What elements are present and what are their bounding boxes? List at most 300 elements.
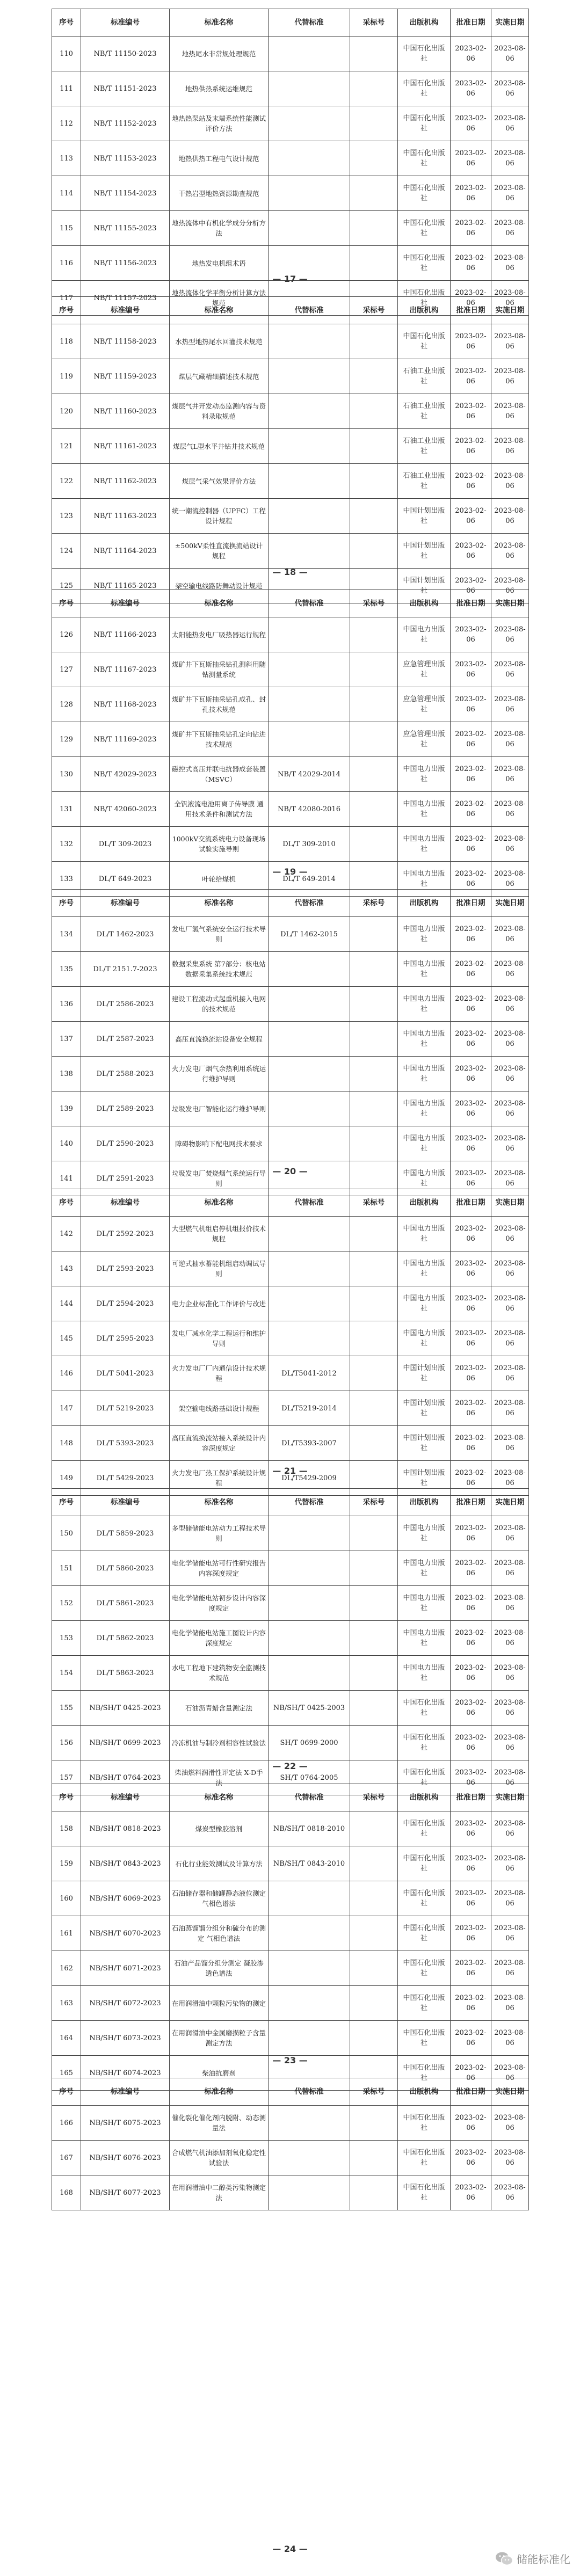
cell-replaces xyxy=(269,1091,350,1126)
cell-adopted xyxy=(350,359,398,394)
column-header: 采标号 xyxy=(350,1784,398,1811)
cell-approval-date: 2023-02-06 xyxy=(451,2021,491,2056)
cell-publisher: 中国电力出版社 xyxy=(398,1656,451,1691)
cell-approval-date: 2023-02-06 xyxy=(451,1057,491,1091)
cell-publisher: 应急管理出版社 xyxy=(398,722,451,757)
cell-replaces: DL/T5219-2014 xyxy=(269,1391,350,1426)
cell-adopted xyxy=(350,1951,398,1986)
cell-adopted xyxy=(350,722,398,757)
cell-publisher: 中国石化出版社 xyxy=(398,1811,451,1846)
table-row xyxy=(52,211,529,246)
table-row xyxy=(52,359,529,394)
cell-replaces xyxy=(269,1951,350,1986)
cell-replaces: DL/T5041-2012 xyxy=(269,1356,350,1391)
standards-table xyxy=(52,1488,529,1795)
cell-adopted xyxy=(350,464,398,499)
cell-impl-date: 2023-08-06 xyxy=(491,499,529,534)
cell-replaces: DL/T5429-2009 xyxy=(269,1461,350,1496)
cell-replaces: DL/T 1462-2015 xyxy=(269,917,350,952)
table-row xyxy=(52,324,529,359)
table-row xyxy=(52,2141,529,2175)
cell-publisher: 石油工业出版社 xyxy=(398,394,451,429)
column-header: 批准日期 xyxy=(451,1784,491,1811)
cell-approval-date: 2023-02-06 xyxy=(451,1916,491,1951)
cell-impl-date: 2023-08-06 xyxy=(491,1161,529,1196)
cell-publisher: 中国电力出版社 xyxy=(398,1057,451,1091)
cell-publisher: 中国石化出版社 xyxy=(398,1691,451,1726)
cell-impl-date: 2023-08-06 xyxy=(491,1881,529,1916)
cell-number: NB/T 11167-2023 xyxy=(81,652,170,687)
cell-seq: 111 xyxy=(52,71,81,106)
cell-seq: 129 xyxy=(52,722,81,757)
column-header: 标准名称 xyxy=(170,2078,269,2106)
table-row xyxy=(52,141,529,176)
cell-name: 发电厂减水化学工程运行和维护导则 xyxy=(170,1321,269,1356)
cell-seq: 119 xyxy=(52,359,81,394)
cell-impl-date: 2023-08-06 xyxy=(491,394,529,429)
column-header: 标准编号 xyxy=(81,1189,170,1217)
table-row xyxy=(52,1656,529,1691)
cell-seq: 131 xyxy=(52,792,81,827)
cell-number: NB/T 11168-2023 xyxy=(81,687,170,722)
watermark-label: 储能标准化 xyxy=(517,2553,570,2566)
cell-publisher: 中国电力出版社 xyxy=(398,1551,451,1586)
standards-table-section xyxy=(52,1189,528,1496)
cell-publisher: 中国石化出版社 xyxy=(398,1951,451,1986)
cell-seq: 156 xyxy=(52,1726,81,1760)
cell-impl-date: 2023-08-06 xyxy=(491,2175,529,2210)
cell-publisher: 中国计划出版社 xyxy=(398,1356,451,1391)
cell-name: 地热尾水非常规处理规范 xyxy=(170,37,269,71)
cell-impl-date: 2023-08-06 xyxy=(491,1760,529,1795)
cell-number: DL/T 2593-2023 xyxy=(81,1251,170,1286)
cell-replaces xyxy=(269,1057,350,1091)
column-header: 采标号 xyxy=(350,590,398,617)
cell-approval-date: 2023-02-06 xyxy=(451,917,491,952)
cell-name: 在用润滑油中颗粒污染物的测定 xyxy=(170,1986,269,2021)
cell-number: NB/SH/T 6070-2023 xyxy=(81,1916,170,1951)
cell-replaces: DL/T 309-2010 xyxy=(269,827,350,862)
cell-replaces xyxy=(269,2175,350,2210)
cell-adopted xyxy=(350,429,398,464)
cell-number: DL/T 2586-2023 xyxy=(81,987,170,1022)
cell-approval-date: 2023-02-06 xyxy=(451,1726,491,1760)
cell-approval-date: 2023-02-06 xyxy=(451,1286,491,1321)
cell-approval-date: 2023-02-06 xyxy=(451,2141,491,2175)
cell-publisher: 中国电力出版社 xyxy=(398,792,451,827)
standards-table xyxy=(52,1189,529,1496)
cell-adopted xyxy=(350,2106,398,2141)
cell-publisher: 中国石化出版社 xyxy=(398,2106,451,2141)
cell-approval-date: 2023-02-06 xyxy=(451,2175,491,2210)
cell-name: 煤层气藏精细描述技术规范 xyxy=(170,359,269,394)
cell-impl-date: 2023-08-06 xyxy=(491,37,529,71)
cell-number: DL/T 5861-2023 xyxy=(81,1586,170,1621)
column-header: 代替标准 xyxy=(269,1489,350,1516)
cell-seq: 146 xyxy=(52,1356,81,1391)
table-row xyxy=(52,1516,529,1551)
table-header-row xyxy=(52,297,529,324)
cell-name: 地热供热系统运维规范 xyxy=(170,71,269,106)
cell-publisher: 中国计划出版社 xyxy=(398,499,451,534)
cell-approval-date: 2023-02-06 xyxy=(451,1161,491,1196)
cell-approval-date: 2023-02-06 xyxy=(451,359,491,394)
column-header: 标准名称 xyxy=(170,890,269,917)
cell-seq: 113 xyxy=(52,141,81,176)
cell-impl-date: 2023-08-06 xyxy=(491,211,529,246)
cell-number: NB/T 42060-2023 xyxy=(81,792,170,827)
cell-name: 火力发电厂热工保护系统设计规程 xyxy=(170,1461,269,1496)
cell-name: 发电厂氢气系统安全运行技术导则 xyxy=(170,917,269,952)
cell-approval-date: 2023-02-06 xyxy=(451,2056,491,2091)
table-row xyxy=(52,1726,529,1760)
cell-number: NB/SH/T 0764-2023 xyxy=(81,1760,170,1795)
cell-replaces xyxy=(269,324,350,359)
cell-approval-date: 2023-02-06 xyxy=(451,1586,491,1621)
cell-name: ±500kV柔性直流换流站设计规程 xyxy=(170,534,269,569)
cell-name: 高压直流换流站设备安全规程 xyxy=(170,1022,269,1057)
cell-seq: 166 xyxy=(52,2106,81,2141)
column-header: 代替标准 xyxy=(269,2078,350,2106)
column-header: 实施日期 xyxy=(491,1189,529,1217)
cell-adopted xyxy=(350,1656,398,1691)
cell-impl-date: 2023-08-06 xyxy=(491,2141,529,2175)
cell-approval-date: 2023-02-06 xyxy=(451,1551,491,1586)
cell-seq: 162 xyxy=(52,1951,81,1986)
cell-seq: 152 xyxy=(52,1586,81,1621)
cell-seq: 148 xyxy=(52,1426,81,1461)
cell-replaces xyxy=(269,1586,350,1621)
cell-adopted xyxy=(350,394,398,429)
cell-impl-date: 2023-08-06 xyxy=(491,1811,529,1846)
cell-adopted xyxy=(350,324,398,359)
cell-impl-date: 2023-08-06 xyxy=(491,792,529,827)
cell-name: 地热供热工程电气设计规范 xyxy=(170,141,269,176)
column-header: 标准名称 xyxy=(170,9,269,37)
cell-impl-date: 2023-08-06 xyxy=(491,1251,529,1286)
cell-adopted xyxy=(350,1251,398,1286)
column-header: 批准日期 xyxy=(451,590,491,617)
cell-replaces: NB/SH/T 0425-2003 xyxy=(269,1691,350,1726)
cell-approval-date: 2023-02-06 xyxy=(451,617,491,652)
cell-name: 大型燃气机组启停机组报价技术规程 xyxy=(170,1217,269,1251)
cell-replaces xyxy=(269,1881,350,1916)
cell-publisher: 中国电力出版社 xyxy=(398,1321,451,1356)
table-row xyxy=(52,1621,529,1656)
cell-number: NB/T 11161-2023 xyxy=(81,429,170,464)
cell-number: NB/T 11155-2023 xyxy=(81,211,170,246)
cell-adopted xyxy=(350,106,398,141)
cell-approval-date: 2023-02-06 xyxy=(451,1022,491,1057)
column-header: 标准名称 xyxy=(170,1189,269,1217)
cell-seq: 128 xyxy=(52,687,81,722)
column-header: 采标号 xyxy=(350,9,398,37)
standards-table xyxy=(52,889,529,1196)
cell-number: DL/T 5863-2023 xyxy=(81,1656,170,1691)
column-header: 序号 xyxy=(52,2078,81,2106)
cell-name: 火力发电厂烟气余热利用系统运行维护导则 xyxy=(170,1057,269,1091)
table-row xyxy=(52,1251,529,1286)
cell-name: 建设工程流动式起重机接入电网的技术规范 xyxy=(170,987,269,1022)
cell-adopted xyxy=(350,71,398,106)
cell-impl-date: 2023-08-06 xyxy=(491,359,529,394)
table-row xyxy=(52,1881,529,1916)
cell-number: NB/SH/T 6075-2023 xyxy=(81,2106,170,2141)
cell-seq: 145 xyxy=(52,1321,81,1356)
cell-seq: 138 xyxy=(52,1057,81,1091)
cell-publisher: 中国石化出版社 xyxy=(398,71,451,106)
cell-replaces xyxy=(269,1621,350,1656)
cell-impl-date: 2023-08-06 xyxy=(491,917,529,952)
table-row xyxy=(52,917,529,952)
cell-name: 煤矿井下瓦斯抽采钻孔定向钻进技术规范 xyxy=(170,722,269,757)
cell-seq: 121 xyxy=(52,429,81,464)
cell-number: DL/T 2588-2023 xyxy=(81,1057,170,1091)
cell-adopted xyxy=(350,1551,398,1586)
cell-name: 在用润滑油中二醇类污染物测定法 xyxy=(170,2175,269,2210)
cell-replaces xyxy=(269,952,350,987)
cell-seq: 124 xyxy=(52,534,81,569)
cell-seq: 153 xyxy=(52,1621,81,1656)
cell-publisher: 中国计划出版社 xyxy=(398,1426,451,1461)
standards-table xyxy=(52,1784,529,2091)
cell-adopted xyxy=(350,1516,398,1551)
page-number: — 18 — xyxy=(272,567,308,577)
column-header: 代替标准 xyxy=(269,9,350,37)
cell-adopted xyxy=(350,1621,398,1656)
cell-approval-date: 2023-02-06 xyxy=(451,792,491,827)
column-header: 实施日期 xyxy=(491,9,529,37)
cell-impl-date: 2023-08-06 xyxy=(491,1321,529,1356)
column-header: 采标号 xyxy=(350,297,398,324)
cell-name: 地热发电机组术语 xyxy=(170,246,269,281)
cell-publisher: 中国石化出版社 xyxy=(398,1881,451,1916)
table-row xyxy=(52,792,529,827)
cell-approval-date: 2023-02-06 xyxy=(451,862,491,897)
column-header: 批准日期 xyxy=(451,1189,491,1217)
cell-replaces xyxy=(269,617,350,652)
cell-publisher: 中国计划出版社 xyxy=(398,534,451,569)
column-header: 标准编号 xyxy=(81,9,170,37)
table-row xyxy=(52,37,529,71)
column-header: 序号 xyxy=(52,590,81,617)
column-header: 实施日期 xyxy=(491,1784,529,1811)
cell-number: DL/T 649-2023 xyxy=(81,862,170,897)
cell-publisher: 中国石化出版社 xyxy=(398,324,451,359)
cell-seq: 165 xyxy=(52,2056,81,2091)
cell-impl-date: 2023-08-06 xyxy=(491,141,529,176)
cell-replaces xyxy=(269,394,350,429)
cell-number: DL/T 5429-2023 xyxy=(81,1461,170,1496)
cell-seq: 157 xyxy=(52,1760,81,1795)
cell-publisher: 中国电力出版社 xyxy=(398,1251,451,1286)
cell-adopted xyxy=(350,1286,398,1321)
cell-number: DL/T 2151.7-2023 xyxy=(81,952,170,987)
cell-seq: 161 xyxy=(52,1916,81,1951)
cell-number: DL/T 5041-2023 xyxy=(81,1356,170,1391)
cell-number: NB/T 42029-2023 xyxy=(81,757,170,792)
cell-impl-date: 2023-08-06 xyxy=(491,757,529,792)
cell-name: 地热流体中有机化学成分分析方法 xyxy=(170,211,269,246)
cell-seq: 114 xyxy=(52,176,81,211)
table-row xyxy=(52,394,529,429)
cell-name: 柴油燃料润滑性评定法 X-D手法 xyxy=(170,1760,269,1795)
cell-approval-date: 2023-02-06 xyxy=(451,1621,491,1656)
cell-name: 架空输电线路基础设计规程 xyxy=(170,1391,269,1426)
cell-replaces xyxy=(269,1916,350,1951)
standards-table-section xyxy=(52,9,528,316)
column-header: 序号 xyxy=(52,9,81,37)
table-row xyxy=(52,1321,529,1356)
cell-publisher: 中国石化出版社 xyxy=(398,2056,451,2091)
column-header: 采标号 xyxy=(350,2078,398,2106)
cell-adopted xyxy=(350,1691,398,1726)
cell-number: DL/T 2591-2023 xyxy=(81,1161,170,1196)
cell-approval-date: 2023-02-06 xyxy=(451,499,491,534)
cell-adopted xyxy=(350,1356,398,1391)
table-row xyxy=(52,1916,529,1951)
cell-name: 石油沥青蜡含量测定法 xyxy=(170,1691,269,1726)
cell-impl-date: 2023-08-06 xyxy=(491,1586,529,1621)
cell-approval-date: 2023-02-06 xyxy=(451,281,491,316)
cell-name: 垃圾发电厂焚烧烟气系统运行导则 xyxy=(170,1161,269,1196)
cell-publisher: 中国石化出版社 xyxy=(398,176,451,211)
cell-impl-date: 2023-08-06 xyxy=(491,534,529,569)
column-header: 出版机构 xyxy=(398,297,451,324)
cell-seq: 167 xyxy=(52,2141,81,2175)
cell-replaces xyxy=(269,464,350,499)
cell-publisher: 中国石化出版社 xyxy=(398,246,451,281)
column-header: 标准名称 xyxy=(170,297,269,324)
table-row xyxy=(52,987,529,1022)
cell-replaces xyxy=(269,687,350,722)
cell-publisher: 中国电力出版社 xyxy=(398,1161,451,1196)
cell-approval-date: 2023-02-06 xyxy=(451,1461,491,1496)
cell-replaces: DL/T 649-2014 xyxy=(269,862,350,897)
cell-approval-date: 2023-02-06 xyxy=(451,1126,491,1161)
cell-seq: 115 xyxy=(52,211,81,246)
cell-name: 煤炭型橡胶溶剂 xyxy=(170,1811,269,1846)
cell-replaces xyxy=(269,722,350,757)
cell-replaces xyxy=(269,534,350,569)
cell-name: 叶轮给煤机 xyxy=(170,862,269,897)
cell-adopted xyxy=(350,987,398,1022)
table-row xyxy=(52,1691,529,1726)
cell-number: NB/SH/T 0843-2023 xyxy=(81,1846,170,1881)
cell-number: NB/SH/T 0425-2023 xyxy=(81,1691,170,1726)
cell-adopted xyxy=(350,1057,398,1091)
cell-seq: 137 xyxy=(52,1022,81,1057)
cell-number: NB/T 11163-2023 xyxy=(81,499,170,534)
cell-replaces xyxy=(269,1656,350,1691)
cell-name: 水电工程地下建筑物安全监测技术规范 xyxy=(170,1656,269,1691)
cell-publisher: 中国电力出版社 xyxy=(398,1126,451,1161)
table-row xyxy=(52,1426,529,1461)
cell-publisher: 应急管理出版社 xyxy=(398,687,451,722)
cell-impl-date: 2023-08-06 xyxy=(491,324,529,359)
column-header: 批准日期 xyxy=(451,2078,491,2106)
column-header: 代替标准 xyxy=(269,1784,350,1811)
page-number: — 22 — xyxy=(272,1761,308,1771)
cell-impl-date: 2023-08-06 xyxy=(491,246,529,281)
column-header: 实施日期 xyxy=(491,890,529,917)
column-header: 序号 xyxy=(52,890,81,917)
cell-replaces xyxy=(269,71,350,106)
cell-adopted xyxy=(350,652,398,687)
cell-publisher: 中国计划出版社 xyxy=(398,1461,451,1496)
cell-adopted xyxy=(350,1321,398,1356)
standards-table-section xyxy=(52,590,528,897)
column-header: 出版机构 xyxy=(398,890,451,917)
cell-seq: 112 xyxy=(52,106,81,141)
column-header: 标准名称 xyxy=(170,590,269,617)
cell-impl-date: 2023-08-06 xyxy=(491,1461,529,1496)
cell-adopted xyxy=(350,917,398,952)
cell-replaces: SH/T 0764-2005 xyxy=(269,1760,350,1795)
cell-impl-date: 2023-08-06 xyxy=(491,862,529,897)
cell-adopted xyxy=(350,1217,398,1251)
column-header: 实施日期 xyxy=(491,2078,529,2106)
cell-approval-date: 2023-02-06 xyxy=(451,1760,491,1795)
cell-approval-date: 2023-02-06 xyxy=(451,569,491,603)
cell-impl-date: 2023-08-06 xyxy=(491,176,529,211)
cell-number: NB/SH/T 6072-2023 xyxy=(81,1986,170,2021)
cell-publisher: 中国石化出版社 xyxy=(398,2175,451,2210)
table-row xyxy=(52,1586,529,1621)
cell-approval-date: 2023-02-06 xyxy=(451,652,491,687)
cell-approval-date: 2023-02-06 xyxy=(451,827,491,862)
column-header: 代替标准 xyxy=(269,1189,350,1217)
cell-approval-date: 2023-02-06 xyxy=(451,1391,491,1426)
table-row xyxy=(52,1811,529,1846)
cell-publisher: 石油工业出版社 xyxy=(398,359,451,394)
cell-seq: 143 xyxy=(52,1251,81,1286)
cell-publisher: 中国石化出版社 xyxy=(398,1846,451,1881)
cell-approval-date: 2023-02-06 xyxy=(451,464,491,499)
cell-publisher: 中国电力出版社 xyxy=(398,917,451,952)
cell-seq: 120 xyxy=(52,394,81,429)
table-row xyxy=(52,1091,529,1126)
cell-replaces xyxy=(269,141,350,176)
table-row xyxy=(52,2175,529,2210)
cell-name: 煤层气采气效果评价方法 xyxy=(170,464,269,499)
table-row xyxy=(52,1846,529,1881)
cell-adopted xyxy=(350,1426,398,1461)
cell-number: NB/T 11158-2023 xyxy=(81,324,170,359)
cell-replaces: SH/T 0699-2000 xyxy=(269,1726,350,1760)
table-row xyxy=(52,1057,529,1091)
cell-seq: 130 xyxy=(52,757,81,792)
column-header: 出版机构 xyxy=(398,1489,451,1516)
cell-adopted xyxy=(350,1126,398,1161)
cell-adopted xyxy=(350,1091,398,1126)
cell-name: 冷冻机油与制冷剂相容性试验法 xyxy=(170,1726,269,1760)
table-header-row xyxy=(52,1189,529,1217)
cell-number: DL/T 5219-2023 xyxy=(81,1391,170,1426)
cell-number: NB/T 11160-2023 xyxy=(81,394,170,429)
cell-name: 高压直流换流站接入系统设计内容深度规定 xyxy=(170,1426,269,1461)
cell-number: NB/SH/T 0818-2023 xyxy=(81,1811,170,1846)
cell-name: 电化学储能电站初步设计内容深度规定 xyxy=(170,1586,269,1621)
cell-adopted xyxy=(350,1586,398,1621)
table-row xyxy=(52,1986,529,2021)
cell-name: 多型储储能电站动力工程技术导则 xyxy=(170,1516,269,1551)
cell-impl-date: 2023-08-06 xyxy=(491,1286,529,1321)
cell-number: NB/T 11154-2023 xyxy=(81,176,170,211)
cell-number: DL/T 5859-2023 xyxy=(81,1516,170,1551)
cell-publisher: 中国电力出版社 xyxy=(398,862,451,897)
cell-name: 石油储存器和储罐静态液位测定 气相色谱法 xyxy=(170,1881,269,1916)
